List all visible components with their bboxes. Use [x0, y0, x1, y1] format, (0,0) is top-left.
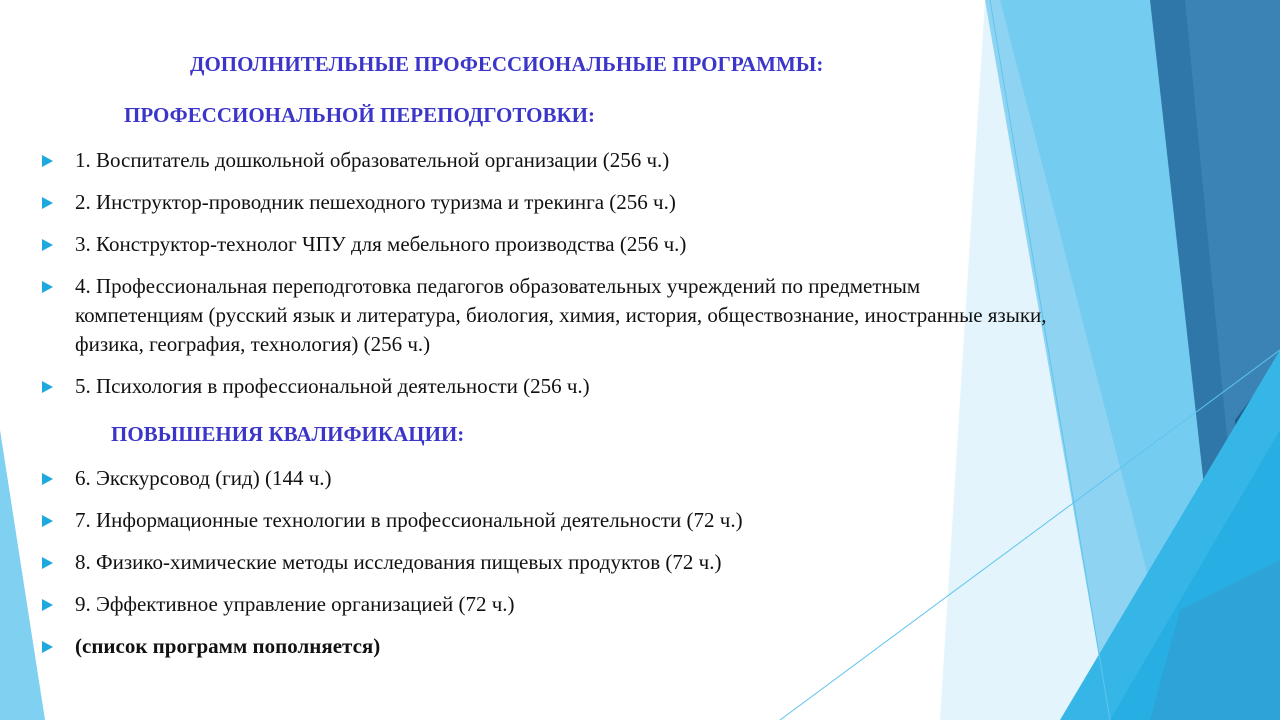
- list-item: [40, 632, 1050, 661]
- triangle-bullet-icon: [42, 473, 53, 485]
- list-item-text: 5. Психология в профессиональной деятельности (256 ч.): [75, 374, 590, 398]
- triangle-bullet-icon: [42, 239, 53, 251]
- triangle-bullet-icon: [42, 641, 53, 653]
- section-heading-retraining: ПРОФЕССИОНАЛЬНОЙ ПЕРЕПОДГОТОВКИ:: [124, 103, 596, 127]
- list-item: [40, 590, 1050, 619]
- list-item-text: 3. Конструктор-технолог ЧПУ для мебельного производства (256 ч.): [75, 232, 687, 256]
- list-item: [40, 272, 1050, 359]
- triangle-bullet-icon: [42, 515, 53, 527]
- section-heading-qualification: ПОВЫШЕНИЯ КВАЛИФИКАЦИИ:: [111, 422, 465, 446]
- list-item-text: 7. Информационные технологии в профессиональной деятельности (72 ч.): [75, 508, 743, 532]
- list-item: [40, 230, 1050, 259]
- page-title: ДОПОЛНИТЕЛЬНЫЕ ПРОФЕССИОНАЛЬНЫЕ ПРОГРАММЫ:: [190, 52, 824, 76]
- list-item-text: 6. Экскурсовод (гид) (144 ч.): [75, 466, 332, 490]
- list-item: [40, 548, 1050, 577]
- list-item-text: 1. Воспитатель дошкольной образовательной организации (256 ч.): [75, 148, 670, 172]
- triangle-bullet-icon: [42, 599, 53, 611]
- list-item: [40, 188, 1050, 217]
- list-item-text: 8. Физико-химические методы исследования пищевых продуктов (72 ч.): [75, 550, 722, 574]
- list-item: [40, 372, 1050, 401]
- retraining-program-list: [40, 146, 1050, 414]
- triangle-bullet-icon: [42, 197, 53, 209]
- list-item-text: 2. Инструктор-проводник пешеходного туризма и трекинга (256 ч.): [75, 190, 676, 214]
- triangle-bullet-icon: [42, 155, 53, 167]
- list-item: [40, 146, 1050, 175]
- list-item: [40, 464, 1050, 493]
- triangle-bullet-icon: [42, 281, 53, 293]
- list-item: [40, 506, 1050, 535]
- triangle-bullet-icon: [42, 381, 53, 393]
- decor-left-shape: [0, 430, 45, 720]
- list-item-text: 9. Эффективное управление организацией (72 ч.): [75, 592, 515, 616]
- list-item-text: 4. Профессиональная переподготовка педагогов образовательных учреждений по предметным компетенциям (русский язык и литература, биология, химия, история, обществознание, иностранные языки, физика, география, технология) (256 ч.): [75, 274, 1047, 356]
- triangle-bullet-icon: [42, 557, 53, 569]
- list-note: (список программ пополняется): [75, 634, 381, 658]
- qualification-program-list: [40, 464, 1050, 674]
